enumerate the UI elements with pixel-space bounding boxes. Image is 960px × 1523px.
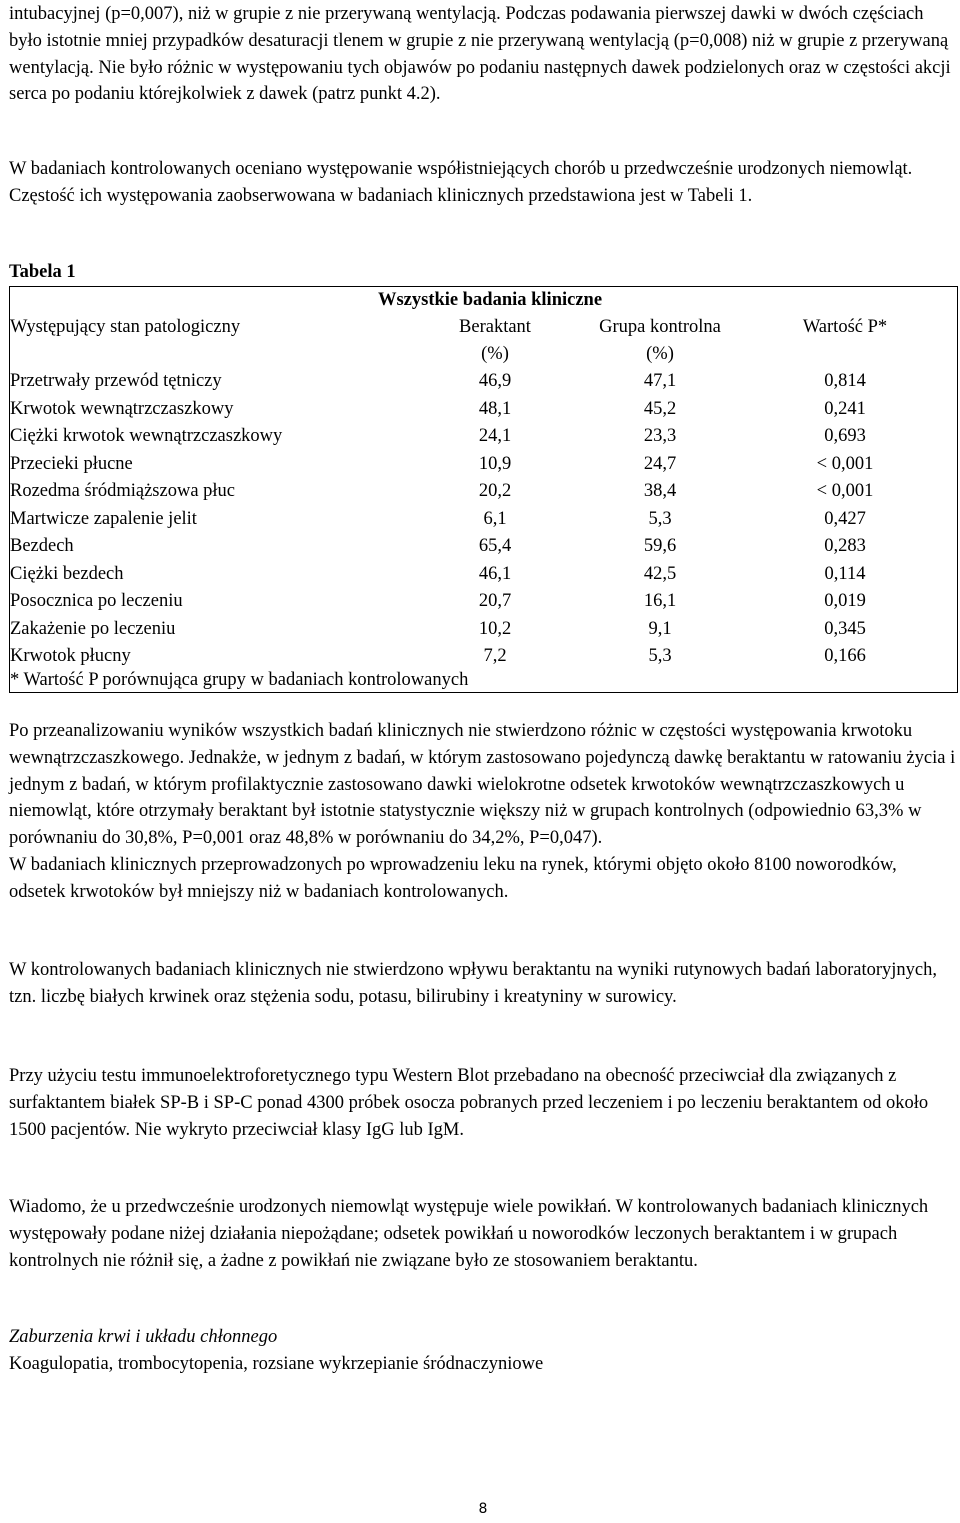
cell-condition: Ciężki krwotok wewnątrzczaszkowy — [10, 426, 283, 446]
table-row — [10, 561, 957, 589]
table-header-unit-row — [10, 341, 957, 369]
cell-beraktant: 20,7 — [478, 591, 512, 611]
paragraph-comorbidities: W badaniach kontrolowanych oceniano występowanie współistniejących chorób u przedwcześnie urodzonych niemowląt. Częstość ich występowania zaobserwowana w badaniach klinicznych przedstawiona jest w Tabeli 1. — [9, 159, 913, 206]
cell-condition: Zakażenie po leczeniu — [10, 618, 176, 639]
header-beraktant: Beraktant — [459, 317, 531, 337]
cell-p-value: < 0,001 — [816, 481, 874, 501]
cell-control: 45,2 — [643, 398, 677, 419]
cell-control: 42,5 — [643, 563, 677, 584]
cell-p-value: 0,283 — [824, 536, 866, 556]
cell-beraktant: 24,1 — [478, 426, 512, 446]
header-control: Grupa kontrolna — [599, 317, 721, 337]
cell-p-value: 0,693 — [824, 426, 866, 446]
cell-condition: Krwotok wewnątrzczaszkowy — [10, 398, 234, 419]
cell-control: 24,7 — [643, 453, 677, 474]
table-row — [10, 533, 957, 561]
section-heading: Zaburzenia krwi i układu chłonnego — [9, 1327, 278, 1347]
table-footnote: * Wartość P porównująca grupy w badaniach kontrolowanych — [10, 670, 469, 690]
table-row — [10, 616, 957, 644]
table-header-row — [10, 314, 957, 342]
paragraph-complications: Wiadomo, że u przedwcześnie urodzonych niemowląt występuje wiele powikłań. W kontrolowanych badaniach klinicznych występowały podane niżej działania niepożądane; odsetek powikłań u noworodków leczonych beraktantem i w grupach kontrolnych nie różnił się, a żadne z powikłań nie związane było ze stosowaniem beraktantu. — [9, 1197, 929, 1271]
cell-control: 16,1 — [643, 591, 677, 611]
paragraph-coagulopathy: Koagulopatia, trombocytopenia, rozsiane wykrzepianie śródnaczyniowe — [9, 1354, 544, 1374]
cell-beraktant: 46,9 — [478, 371, 512, 391]
table-1 — [9, 286, 958, 693]
header-condition: Występujący stan patologiczny — [10, 317, 241, 337]
header-p-value: Wartość P* — [802, 317, 888, 337]
cell-p-value: 0,114 — [824, 563, 866, 584]
paragraph-hemorrhage — [9, 718, 957, 906]
cell-p-value: < 0,001 — [816, 453, 874, 474]
cell-beraktant: 65,4 — [478, 536, 512, 556]
cell-p-value: 0,814 — [824, 371, 866, 391]
cell-p-value: 0,241 — [824, 398, 866, 419]
paragraph-antibodies: Przy użyciu testu immunoelektroforetycznego typu Western Blot przebadano na obecność przeciwciał dla związanych z surfaktantem białek SP-B i SP-C ponad 4300 próbek osocza pobranych przed leczeniem i po leczeniu beraktantem od około 1500 pacjentów. Nie wykryto przeciwciał klasy IgG lub IgM. — [9, 1066, 929, 1140]
cell-p-value: 0,427 — [824, 508, 866, 529]
cell-control: 59,6 — [643, 536, 677, 556]
table-row — [10, 506, 957, 534]
table-row — [10, 478, 957, 506]
cell-condition: Ciężki bezdech — [10, 563, 124, 584]
cell-condition: Krwotok płucny — [10, 646, 131, 666]
table-row — [10, 588, 957, 616]
cell-beraktant: 7,2 — [483, 646, 507, 666]
cell-control: 47,1 — [643, 371, 677, 391]
cell-p-value: 0,345 — [824, 618, 866, 639]
cell-control: 5,3 — [648, 646, 672, 666]
paragraph-intro: intubacyjnej (p=0,007), niż w grupie z nie przerywaną wentylacją. Podczas podawania pierwszej dawki w dwóch częściach było istotnie mniej przypadków desaturacji tlenem w grupie z nie przerywaną wentylacją (p=0,008) niż w grupie z przerywaną wentylacją. Nie było różnic w występowaniu tych objawów po podaniu następnych dawek podzielonych oraz w częstości akcji serca po podaniu którejkolwiek z dawek (patrz punkt 4.2). — [9, 4, 951, 105]
header-control-unit: (%) — [646, 344, 674, 364]
paragraph-hemorrhage-postmarketing: W badaniach klinicznych przeprowadzonych po wprowadzeniu leku na rynek, którymi objęto około 8100 noworodków, odsetek krwotoków był mniejszy niż w badaniach kontrolowanych. — [9, 854, 897, 902]
table-row — [10, 368, 957, 396]
cell-beraktant: 46,1 — [478, 563, 512, 584]
paragraph-hemorrhage-main: Po przeanalizowaniu wyników wszystkich badań klinicznych nie stwierdzono różnic w częstości występowania krwotoku wewnątrzczaszkowego. Jednakże, w jednym z badań, w którym zastosowano pojedynczą dawkę beraktantu w ratowaniu życia i jednym z badań, w którym profilaktycznie zastosowano dawki wielokrotne odsetek krwotoków wewnątrzczaszkowych u niemowląt, które otrzymały beraktant był istotnie statystycznie większy niż w grupach kontrolnych (odpowiednio 63,3% w porównaniu do 30,8%, P=0,001 oraz 48,8% w porównaniu do 34,2%, P=0,047). — [9, 721, 956, 849]
table-row — [10, 396, 957, 424]
cell-p-value: 0,019 — [824, 591, 866, 611]
cell-control: 38,4 — [643, 481, 677, 501]
cell-condition: Przetrwały przewód tętniczy — [10, 371, 222, 391]
table-row — [10, 451, 957, 479]
page-number: 8 — [478, 1501, 488, 1517]
cell-condition: Bezdech — [10, 536, 74, 556]
paragraph-lab-tests: W kontrolowanych badaniach klinicznych nie stwierdzono wpływu beraktantu na wyniki rutynowych badań laboratoryjnych, tzn. liczbę białych krwinek oraz stężenia sodu, potasu, bilirubiny i kreatyniny w surowicy. — [9, 960, 937, 1007]
cell-control: 5,3 — [648, 508, 672, 529]
cell-p-value: 0,166 — [824, 646, 866, 666]
cell-condition: Posocznica po leczeniu — [10, 591, 183, 611]
cell-condition: Rozedma śródmiąższowa płuc — [10, 481, 236, 501]
cell-beraktant: 10,9 — [478, 453, 512, 474]
cell-control: 23,3 — [643, 426, 677, 446]
table-group-header: Wszystkie badania kliniczne — [377, 290, 603, 310]
table-row — [10, 423, 957, 451]
cell-beraktant: 10,2 — [478, 618, 512, 639]
cell-beraktant: 48,1 — [478, 398, 512, 419]
cell-condition: Martwicze zapalenie jelit — [10, 508, 197, 529]
table-caption: Tabela 1 — [9, 262, 76, 282]
header-beraktant-unit: (%) — [481, 344, 509, 364]
table-footnote-row — [10, 667, 957, 695]
cell-condition: Przecieki płucne — [10, 453, 133, 474]
cell-beraktant: 6,1 — [483, 508, 507, 529]
cell-beraktant: 20,2 — [478, 481, 512, 501]
cell-control: 9,1 — [648, 618, 672, 639]
